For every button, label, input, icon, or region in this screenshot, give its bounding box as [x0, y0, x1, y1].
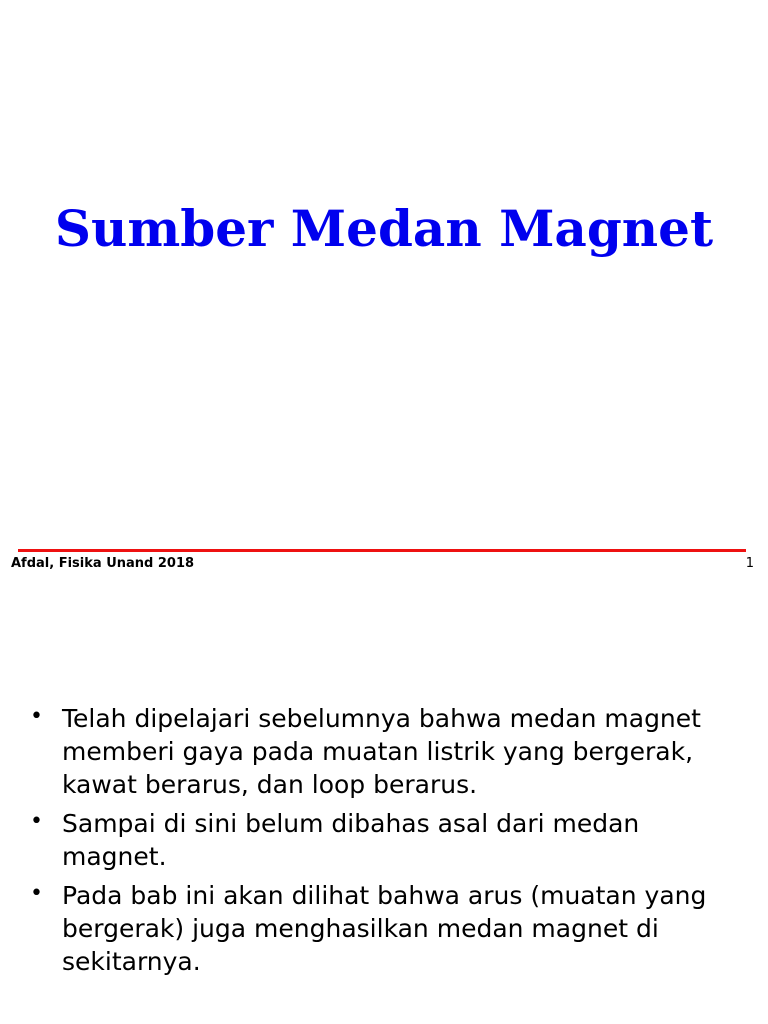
slide-title: Sumber Medan Magnet: [54, 199, 714, 258]
bullet-text: Sampai di sini belum dibahas asal dari medan magnet.: [62, 809, 640, 871]
bullet-item: [30, 879, 730, 978]
bullet-text: Telah dipelajari sebelumnya bahwa medan magnet memberi gaya pada muatan listrik yang bergerak, kawat berarus, dan loop berarus.: [62, 704, 701, 799]
page-number: 1: [745, 556, 754, 571]
bullet-icon: •: [30, 704, 43, 729]
bullet-icon: •: [30, 881, 43, 906]
footer-divider: [18, 549, 746, 552]
footer-author: Afdal, Fisika Unand 2018: [11, 556, 195, 571]
bullet-text: Pada bab ini akan dilihat bahwa arus (muatan yang bergerak) juga menghasilkan medan magnet di sekitarnya.: [62, 881, 707, 976]
bullet-item: [30, 702, 730, 801]
bullet-list: [30, 702, 730, 984]
bullet-item: [30, 807, 730, 873]
bullet-icon: •: [30, 809, 43, 834]
